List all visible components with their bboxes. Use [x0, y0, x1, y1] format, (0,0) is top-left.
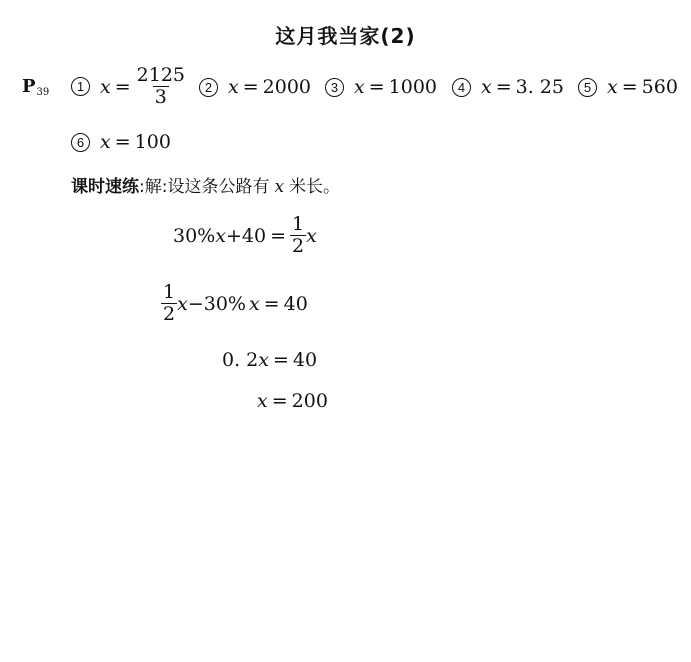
step-2-var: x: [177, 292, 188, 315]
answer-5-var: x: [607, 76, 618, 98]
step-1-fraction: [290, 214, 306, 257]
circled-number-3: 3: [325, 78, 344, 97]
answer-2-eq: =: [242, 76, 259, 98]
answer-4-var: x: [481, 76, 492, 98]
circled-number-6: 6: [71, 133, 90, 152]
equation-step-4: [257, 390, 328, 412]
answer-1-numerator: 2125: [136, 64, 185, 86]
practice-var: x: [274, 177, 285, 197]
answer-3-value: 1000: [388, 76, 437, 98]
practice-line: [71, 172, 340, 197]
circled-number-2: 2: [199, 78, 218, 97]
answer-2-var: x: [228, 76, 239, 98]
step-1-var: x: [215, 224, 226, 247]
page-number: 39: [36, 87, 50, 98]
practice-tail: 米长。: [289, 177, 341, 197]
answer-6-value: 100: [134, 131, 171, 153]
step-1-denominator: 2: [291, 235, 305, 257]
step-1-eq: =: [270, 224, 286, 247]
step-2-numerator: 1: [163, 281, 176, 303]
answer-4-eq: =: [495, 76, 512, 98]
page-letter: P: [22, 76, 36, 97]
step-2-fraction: [161, 282, 177, 325]
step-2-var2: x: [248, 292, 260, 315]
answer-1-denominator: 3: [154, 86, 167, 108]
step-4-eq: =: [271, 390, 288, 412]
circled-number-4: 4: [452, 78, 471, 97]
answer-1-var: x: [100, 75, 111, 98]
page-title: 这月我当家(2): [275, 24, 416, 48]
answer-2: [199, 76, 311, 98]
answer-6-var: x: [100, 131, 111, 153]
step-3-rhs: 40: [292, 349, 318, 371]
step-2-eq: =: [263, 292, 280, 315]
answer-1-eq: =: [114, 75, 131, 98]
answer-3-eq: =: [368, 76, 385, 98]
step-4-var: x: [257, 390, 268, 412]
answer-2-value: 2000: [262, 76, 311, 98]
circled-number-1: 1: [71, 77, 90, 96]
answer-1-fraction: [135, 65, 187, 108]
equation-step-2: [161, 282, 308, 325]
equation-step-3: [222, 349, 317, 371]
answer-5-eq: =: [621, 76, 638, 98]
step-1-plus: +40: [225, 224, 267, 247]
page-number-label: [22, 76, 49, 98]
answer-1: [71, 65, 187, 108]
answer-4: [452, 76, 564, 98]
answer-3: [325, 76, 437, 98]
circled-number-5: 5: [578, 78, 597, 97]
step-3-var: x: [258, 349, 269, 371]
step-4-rhs: 200: [291, 390, 328, 412]
answer-4-value: 3. 25: [515, 76, 564, 98]
step-3-coef: 0. 2: [222, 349, 259, 371]
step-1-rvar: x: [306, 224, 317, 247]
practice-heading: 课时速练: [71, 177, 139, 197]
practice-intro: 解:设这条公路有: [144, 177, 270, 197]
step-2-denominator: 2: [163, 303, 176, 325]
equation-step-1: [173, 214, 317, 257]
step-1-numerator: 1: [291, 213, 305, 235]
step-2-rhs: 40: [283, 292, 308, 315]
answer-6-eq: =: [114, 131, 131, 153]
practice-colon: :: [139, 177, 145, 197]
step-3-eq: =: [272, 349, 289, 371]
answer-3-var: x: [354, 76, 365, 98]
answer-5-value: 560: [641, 76, 678, 98]
answer-5: [578, 76, 678, 98]
step-1-percent: 30%: [173, 224, 216, 247]
step-2-minus: −30%: [187, 292, 246, 315]
answer-6: [71, 131, 171, 153]
